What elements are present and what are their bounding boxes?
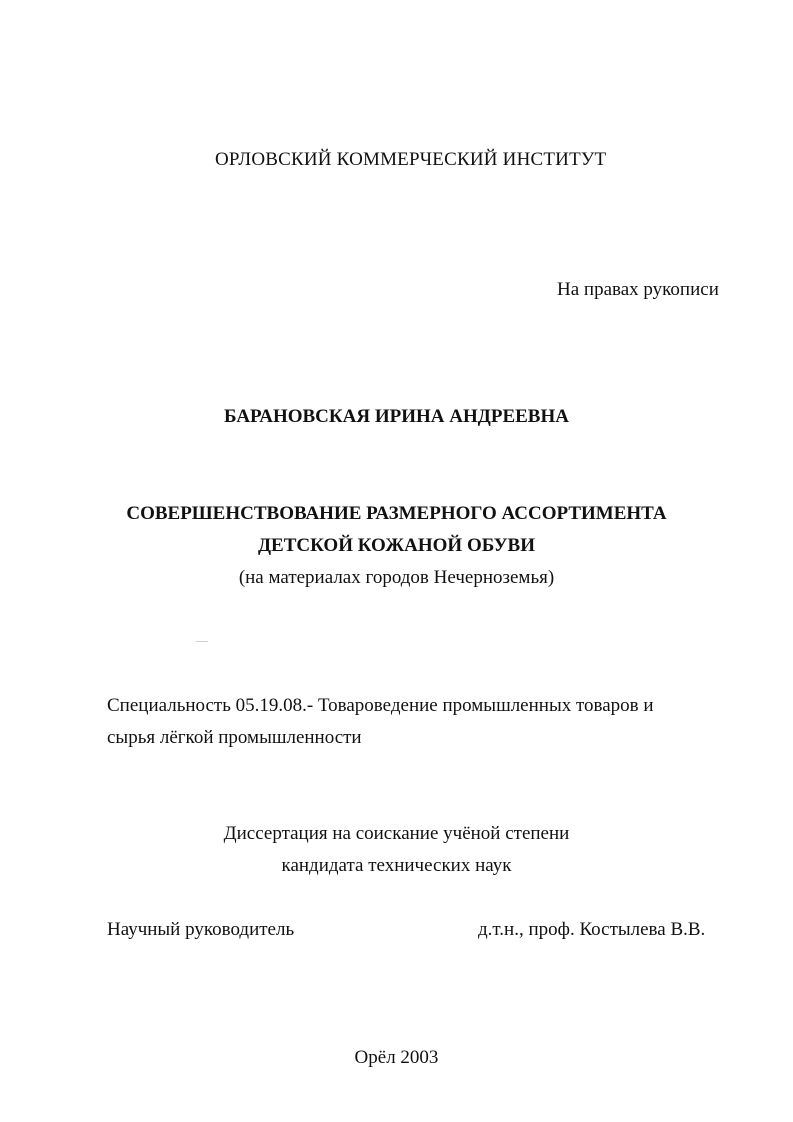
degree-line-1: Диссертация на соискание учёной степени (223, 823, 570, 844)
dissertation-title-line-2: ДЕТСКОЙ КОЖАНОЙ ОБУВИ (257, 535, 536, 556)
degree-line-2: кандидата технических наук (281, 855, 512, 876)
dissertation-subtitle: (на материалах городов Нечерноземья) (238, 567, 555, 588)
advisor-label: Научный руководитель (107, 919, 295, 940)
city-year: Орёл 2003 (354, 1047, 439, 1068)
advisor-name: д.т.н., проф. Костылева В.В. (478, 919, 706, 940)
scan-speck (196, 641, 208, 642)
dissertation-title-line-1: СОВЕРШЕНСТВОВАНИЕ РАЗМЕРНОГО АССОРТИМЕНТА (126, 503, 667, 524)
author-name: БАРАНОВСКАЯ ИРИНА АНДРЕЕВНА (224, 406, 569, 427)
specialty-line-2: сырья лёгкой промышленности (107, 727, 362, 748)
manuscript-note: На правах рукописи (557, 279, 719, 300)
institution-name: ОРЛОВСКИЙ КОММЕРЧЕСКИЙ ИНСТИТУТ (215, 149, 607, 170)
specialty-line-1: Специальность 05.19.08.- Товароведение промышленных товаров и (107, 695, 654, 716)
